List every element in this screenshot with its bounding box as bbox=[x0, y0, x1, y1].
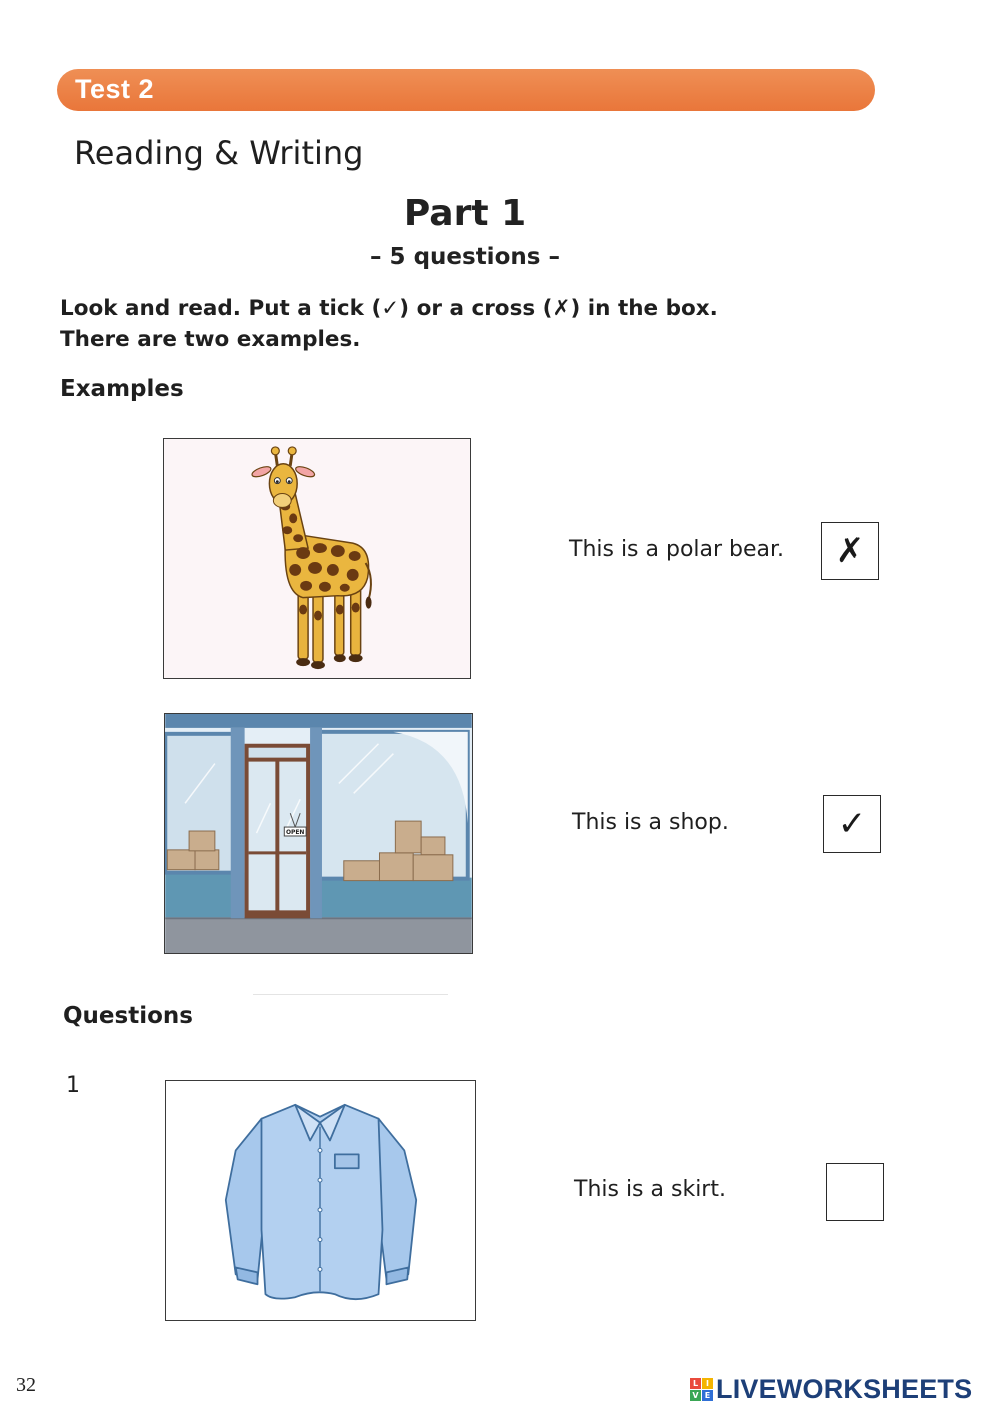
logo-letter: I bbox=[702, 1378, 713, 1389]
logo-letter: E bbox=[702, 1390, 713, 1401]
instruction-line-2: There are two examples. bbox=[60, 327, 361, 352]
logo-letter: V bbox=[690, 1390, 701, 1401]
tick-mark: ✓ bbox=[837, 804, 867, 844]
examples-heading: Examples bbox=[60, 376, 184, 402]
shop-icon bbox=[165, 714, 472, 953]
section-title: Reading & Writing bbox=[74, 134, 364, 172]
part-subtitle: – 5 questions – bbox=[370, 244, 560, 270]
question-1-number: 1 bbox=[66, 1073, 80, 1098]
open-sign: OPEN bbox=[285, 828, 305, 836]
example-2-answer-box bbox=[823, 795, 881, 853]
example-1-answer-box bbox=[821, 522, 879, 580]
test-banner bbox=[57, 69, 875, 111]
shop-picture bbox=[164, 713, 473, 954]
shirt-picture bbox=[165, 1080, 476, 1321]
cross-mark: ✗ bbox=[835, 531, 865, 571]
questions-heading: Questions bbox=[63, 1003, 193, 1029]
logo-letter: L bbox=[690, 1378, 701, 1389]
brand-logo bbox=[690, 1374, 972, 1405]
instruction-line-1: Look and read. Put a tick (✓) or a cross (✗) in the box. bbox=[60, 296, 718, 321]
shirt-icon bbox=[166, 1081, 475, 1320]
question-1-sentence: This is a skirt. bbox=[574, 1177, 726, 1202]
part-title: Part 1 bbox=[403, 193, 527, 234]
giraffe-icon bbox=[164, 439, 470, 678]
example-2-sentence: This is a shop. bbox=[572, 810, 729, 835]
example-1-sentence: This is a polar bear. bbox=[569, 537, 785, 562]
brand-name: LIVEWORKSHEETS bbox=[716, 1374, 973, 1404]
page-number: 32 bbox=[16, 1374, 36, 1396]
liveworksheets-icon bbox=[690, 1378, 713, 1401]
divider bbox=[253, 994, 448, 995]
test-label: Test 2 bbox=[75, 74, 155, 104]
question-1-answer-box[interactable] bbox=[826, 1163, 884, 1221]
giraffe-picture bbox=[163, 438, 471, 679]
